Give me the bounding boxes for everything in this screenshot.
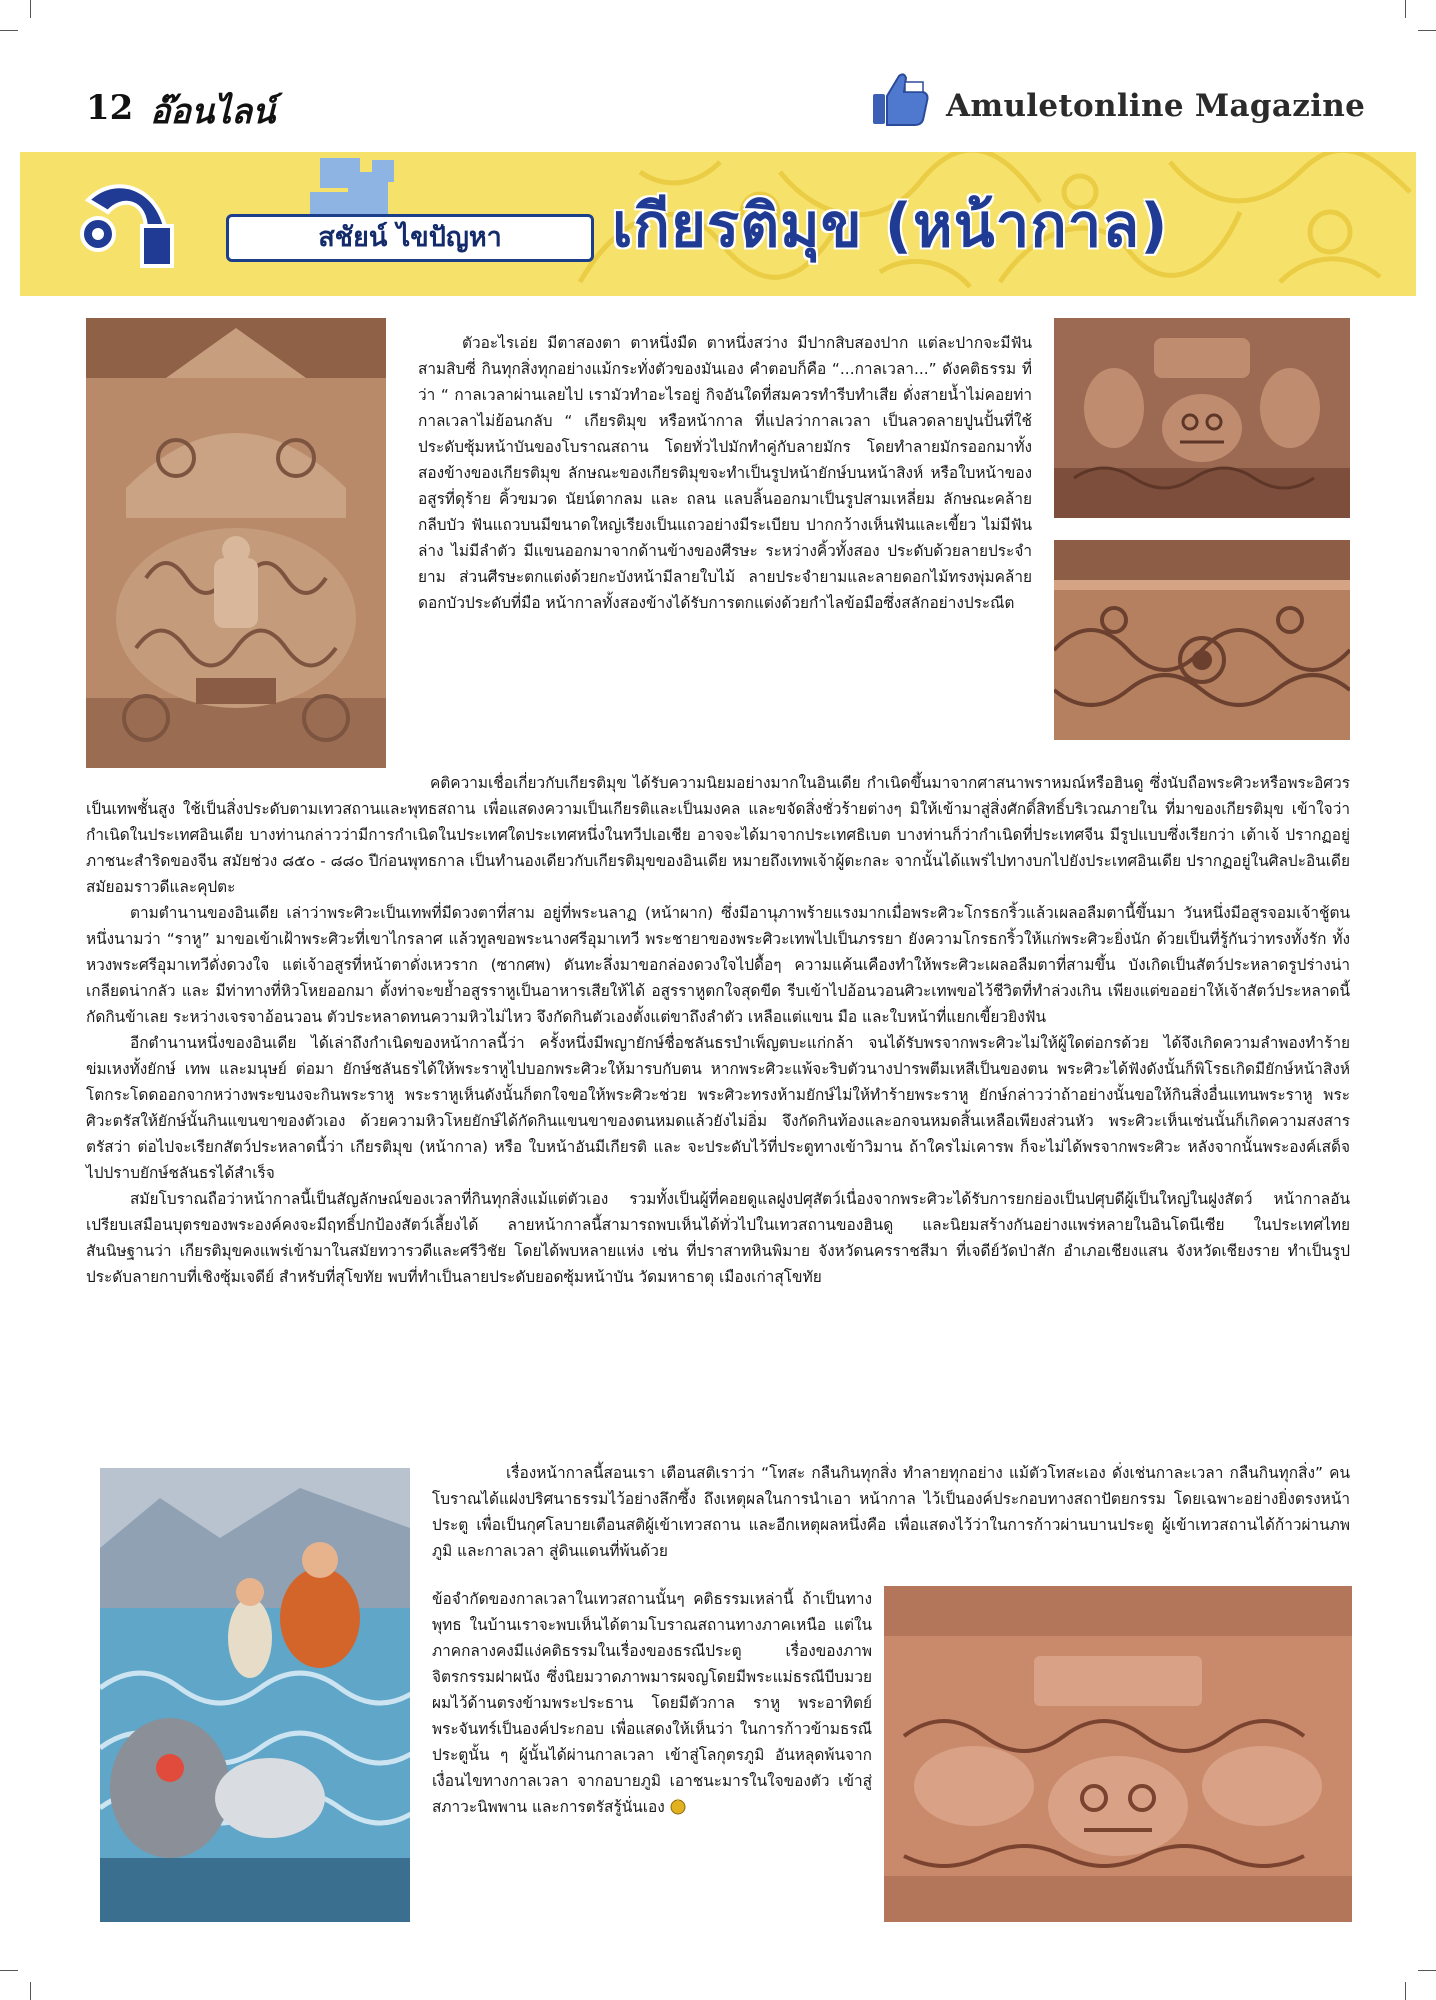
brand-name: อ๊อนไลน์ [150,92,276,132]
lotus-seal-icon [669,1797,687,1815]
paragraph-origin: คติความเชื่อเกี่ยวกับเกียรติมุข ได้รับความนิยมอย่างมากในอินเดีย กำเนิดขึ้นมาจากศาสนาพราหมณ์หรือฮินดู ซึ่งนับถือพระศิวะหรือพระอิศวรเป็นเทพชั้นสูง ใช้เป็นสิ่งประดับตามเทวสถานและพุทธสถาน เพื่อแสดงความเป็นเกียรติและเป็นมงคล และขจัดสิ่งชั่วร้ายต่างๆ มิให้เข้ามาสู่สิ่งศักดิ์สิทธิ์บริเวณภายใน ที่มาของเกียรติมุข เข้าใจว่ากำเนิดในประเทศอินเดีย บางท่านกล่าวว่ามีการกำเนิดในประเทศใดประเทศหนึ่งในทวีปเอเชีย อาจจะได้มาจากประเทศธิเบต บางท่านก็ว่ากำเนิดที่ประเทศจีน มีรูปแบบซึ่งเรียกว่า เต้าเจ้ ปรากฏอยู่ ภาชนะสำริดของจีน สมัยช่วง ๘๕๐ - ๘๘๐ ปีก่อนพุทธกาล เป็นทำนองเดียวกับเกียรติมุขของอินเดีย หมายถึงเทพเจ้าผู้ตะกละ จากนั้นได้แพร่ไปทางบกไปยังประเทศอินเดีย ปรากฏอยู่ในศิลปะอินเดียสมัยอมราวดีและคุปตะ [86,774,1350,896]
crop-mark [30,0,31,18]
magazine-title: Amuletonline Magazine [946,88,1366,124]
column-subtitle: สชัยน์ ไขปัญหา [226,214,594,262]
closing-text: ข้อจำกัดของกาลเวลาในเทวสถานนั้นๆ คติธรรมเหล่านี้ ถ้าเป็นทางพุทธ ในบ้านเราจะพบเห็นได้ตามโบราณสถานทางภาคเหนือ แต่ในภาคกลางคงมีแง่คติธรรมในเรื่องของธรณีประตู เรื่องของภาพจิตรกรรมฝาผนัง ซึ่งนิยมวาดภาพมารผจญโดยมีพระแม่ธรณีบีบมวยผมไว้ด้านตรงข้ามพระประธาน โดยมีตัวกาล ราหู พระอาทิตย์ พระจันทร์เป็นองค์ประกอบ เพื่อแสดงให้เห็นว่า ในการก้าวข้ามธรณีประตูนั้น ๆ ผู้นั้นได้ผ่านกาลเวลา เข้าสู่โลกุตรภูมิ อันหลุดพ้นจากเงื่อนไขทางกาลเวลา จากอบายภูมิ เอาชนะมารในใจของตัว เข้าสู่สภาวะนิพพาน และการตรัสรู้นั่นเอง [432,1590,872,1816]
article-body [86,770,1350,1290]
article-intro [418,330,1032,616]
temple-lintel-photo [86,318,386,768]
intro-paragraph: ตัวอะไรเอ่ย มีตาสองตา ตาหนึ่งมืด ตาหนึ่งสว่าง มีปากสิบสองปาก แต่ละปากจะมีฟันสามสิบซี่ กินทุกสิ่งทุกอย่างแม้กระทั่งตัวของมันเอง คำตอบก็คือ “...กาลเวลา...” ดังคติธรรม ที่ว่า “ กาลเวลาผ่านเลยไป เรามัวทำอะไรอยู่ กิจอันใดที่สมควรทำรีบทำเสีย ดั่งสายน้ำไม่คอยท่า กาลเวลาไม่ย้อนกลับ “ เกียรติมุข หรือหน้ากาล ที่แปลว่ากาลเวลา เป็นลวดลายปูนปั้นที่ใช้ประดับซุ้มหน้าบันของโบราณสถาน โดยทั่วไปมักทำคู่กับลายมักร โดยทำลายมักรออกมาทั้งสองข้างของเกียรติมุข ลักษณะของเกียรติมุขจะทำเป็นรูปหน้ายักษ์บนหน้าสิงห์ หรือใบหน้าของอสูรที่ดุร้าย คิ้วขมวด นัยน์ตากลม และ ถลน แลบลิ้นออกมาเป็นรูปสามเหลี่ยม ลักษณะคล้ายกลีบบัว ฟันแถวบนมีขนาดใหญ่เรียงเป็นแถวอย่างมีระเบียบ ปากกว้างเห็นฟันและเขี้ยว ไม่มีฟันล่าง ไม่มีลำตัว มีแขนออกมาจากด้านข้างของศีรษะ ระหว่างคิ้วทั้งสอง ประดับด้วยลายประจำยาม ส่วนศีรษะตกแต่งด้วยกะบังหน้ามีลายใบไม้ ลายประจำยามและลายดอกไม้ทรงพุ่มคล้ายดอกบัวประดับที่มือ หน้ากาลทั้งสองข้างได้รับการตกแต่งด้วยกำไลข้อมือซึ่งสลักอย่างประณีต [418,334,1032,612]
brick-kala-relief-photo [884,1586,1352,1922]
article-title: เกียรติมุข (หน้ากาล) [612,191,1169,261]
crop-mark [0,30,18,31]
paragraph-legend-rahu: ตามตำนานของอินเดีย เล่าว่าพระศิวะเป็นเทพที่มีดวงตาที่สาม อยู่ที่พระนลาฏ (หน้าผาก) ซึ่งมีอานุภาพร้ายแรงมากเมื่อพระศิวะโกรธกริ้วแล้วเผลอลืมตานี้ขึ้นมา วันหนึ่งมีอสูรจอมเจ้าชู้ตนหนึ่งนามว่า “ราหู” มาขอเข้าเฝ้าพระศิวะที่เขาไกรลาศ แล้วทูลขอพระนางศรีอุมาเทวี พระชายาของพระศิวะเทพไปเป็นภรรยา ยังความโกรธกริ้วให้แก่พระศิวะยิ่งนัก ด้วยเป็นที่รู้กันว่าทรงทั้งรัก ทั้งหวงพระศรีอุมาเทวีดั่งดวงใจ แต่เจ้าอสูรที่หน้าตาดั่งเหวราก (ซากศพ) ดันทะลึ่งมาขอกล่องดวงใจไปดื้อๆ ความแค้นเคืองทำให้พระศิวะเผลอลืมตาที่สามขึ้น บังเกิดเป็นสัตว์ประหลาดรูปร่างน่าเกลียดน่ากลัว และ มีท่าทางที่หิวโหยออกมา ตั้งท่าจะขย้ำอสูรราหูเป็นอาหารเสียให้ได้ อสูรราหูตกใจสุดขีด รีบเข้าไปอ้อนวอนศิวะเทพขอไว้ชีวิตที่ทำล่วงเกิน เพียงแต่ขออย่าให้เจ้าสัตว์ประหลาดนี้กัดกินข้าเลย ระหว่างเจรจาอ้อนวอน ตัวประหลาดทนความหิวไม่ไหว จึงกัดกินตัวเองตั้งแต่ขาถึงลำตัว เหลือแต่แขน มือ และใบหน้าที่แยกเขี้ยวยิงฟัน [86,904,1350,1026]
paragraph-closing [432,1586,872,1820]
paragraph-lesson: เรื่องหน้ากาลนี้สอนเรา เตือนสติเราว่า “โทสะ กลืนกินทุกสิ่ง ทำลายทุกอย่าง แม้ตัวโทสะเอง ดั่งเช่นกาละเวลา กลืนกินทุกสิ่ง” คนโบราณได้แฝงปริศนาธรรมไว้อย่างลึกซึ้ง ถึงเหตุผลในการนำเอา หน้ากาล ไว้เป็นองค์ประกอบทางสถาปัตยกรรม โดยเฉพาะอย่างยิ่งตรงหน้าประตู เพื่อเป็นกุศโลบายเตือนสติผู้เข้าเทวสถาน และอีกเหตุผลหนึ่งคือ เพื่อแสดงไว้ว่าในการก้าวผ่านบานประตู ผู้เข้าเทวสถานได้ก้าวผ่านภพภูมิ และกาลเวลา สู่ดินแดนที่พ้นด้วย [432,1464,1350,1560]
crop-mark [30,1982,31,2000]
carved-lintel-photo [1054,540,1350,740]
banner-glyph-icon [58,130,218,290]
crop-mark [1418,30,1436,31]
article-lesson [432,1460,1350,1564]
thumbs-up-icon [871,70,931,128]
page-number: 12 [86,88,134,128]
crop-mark [0,1970,18,1971]
crop-mark [1405,0,1406,18]
kala-relief-photo [1054,318,1350,518]
rahu-painting-photo [100,1468,410,1922]
paragraph-thailand: สมัยโบราณถือว่าหน้ากาลนี้เป็นสัญลักษณ์ของเวลาที่กินทุกสิ่งแม้แต่ตัวเอง รวมทั้งเป็นผู้ที่คอยดูแลฝูงปศุสัตว์เนื่องจากพระศิวะได้รับการยกย่องเป็นปศุบดีผู้เป็นใหญ่ในฝูงสัตว์ หน้ากาลอันเปรียบเสมือนบุตรของพระองค์คงจะมีฤทธิ์ปกป้องสัตว์เลี้ยงได้ ลายหน้ากาลนี้สามารถพบเห็นได้ทั่วไปในเทวสถานของฮินดู และนิยมสร้างกันอย่างแพร่หลายในอินโดนีเซีย ในประเทศไทย สันนิษฐานว่า เกียรติมุขคงแพร่เข้ามาในสมัยทวารวดีและศรีวิชัย โดยได้พบหลายแห่ง เช่น ที่ปราสาทหินพิมาย จังหวัดนครราชสีมา ที่เจดีย์วัดป่าสัก อำเภอเชียงแสน จังหวัดเชียงราย ทำเป็นรูปประดับลายกาบที่เชิงซุ้มเจดีย์ สำหรับที่สุโขทัย พบที่ทำเป็นลายประดับยอดซุ้มหน้าบัน วัดมหาธาตุ เมืองเก่าสุโขทัย [86,1190,1350,1286]
article-closing [432,1586,872,1820]
crop-mark [1418,1970,1436,1971]
paragraph-legend-jalandhara: อีกตำนานหนึ่งของอินเดีย ได้เล่าถึงกำเนิดของหน้ากาลนี้ว่า ครั้งหนึ่งมีพญายักษ์ชื่อชลันธรบำเพ็ญตบะแก่กล้า จนได้รับพรจากพระศิวะไม่ให้ผู้ใดต่อกรด้วย ได้จึงเกิดความลำพองทำร้ายข่มเหงทั้งยักษ์ เทพ และมนุษย์ ต่อมา ยักษ์ชลันธรได้ให้พระราหูไปบอกพระศิวะให้มารบกับตน หากพระศิวะแพ้จะริบตัวนางปารพตีมเหสีเป็นของตน พระศิวะได้ฟังดังนั้นก็พิโรธเกิดมียักษ์หน้าสิงห์โตกระโดดออกจากหว่างพระขนงจะกินพระราหู พระราหูเห็นดังนั้นก็ตกใจขอให้พระศิวะช่วย พระศิวะทรงห้ามยักษ์ไม่ให้ทำร้ายพระราหู ยักษ์กล่าวว่าถ้าอย่างนั้นขอให้กินสิ่งอื่นแทนพระราหู พระศิวะตรัสให้ยักษ์นั้นกินแขนขาของตัวเอง ด้วยความหิวโหยยักษ์ได้กัดกินแขนขาของตนหมดแล้วยังไม่อิ่ม จึงกัดกินท้องและอกจนหมดสิ้นเหลือเพียงส่วนหัว พระศิวะเห็นเช่นนั้นก็เกิดความสงสาร ตรัสว่า ต่อไปจะเรียกสัตว์ประหลาดนี้ว่า เกียรติมุข (หน้ากาล) หรือ ใบหน้าอันมีเกียรติ และ จะประดับไว้ที่ประตูทางเข้าวิมาน ถ้าใครไม่เคารพ ก็จะไม่ได้พรจากพระศิวะ หลังจากนั้นพระองค์เสด็จไปปราบยักษ์ชลันธรได้สำเร็จ [86,1034,1350,1182]
crop-mark [1405,1982,1406,2000]
